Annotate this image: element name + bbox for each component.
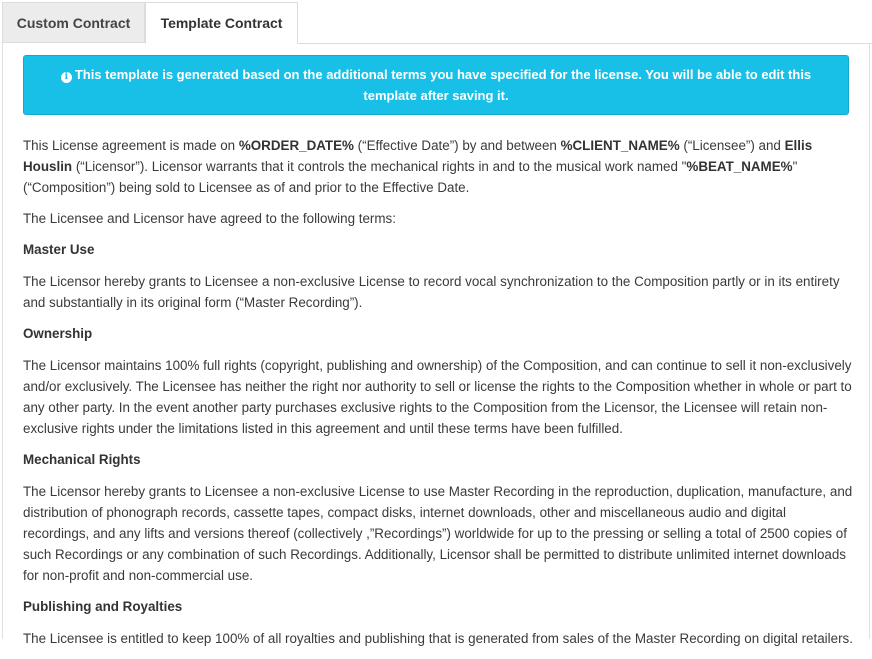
tab-custom-contract[interactable]: Custom Contract [2, 2, 145, 43]
contract-content [23, 135, 853, 659]
info-alert [23, 55, 849, 115]
tab-divider [298, 43, 872, 44]
section-heading-publishing-royalties: Publishing and Royalties [23, 599, 183, 614]
licensor-name: Ellis Houslin [23, 138, 813, 174]
section-heading-ownership: Ownership [23, 326, 93, 341]
section-text-publishing-royalties: The Licensee is entitled to keep 100% of all royalties and publishing that is generated from sales of the Master Recording on digital retailers. [23, 631, 853, 646]
contract-tabs [0, 0, 872, 44]
info-alert-text: This template is generated based on the additional terms you have specified for the license. You will be able to edit this template after saving it. [74, 67, 812, 103]
beat-name-placeholder: %BEAT_NAME% [686, 159, 793, 174]
section-text-ownership: The Licensor maintains 100% full rights (copyright, publishing and ownership) of the Composition, and can continue to sell it non-exclusively and/or exclusively. The Licensee has neither the right nor authority to sell or license the rights to the Composition whether in whole or part to any other party. In the event another party purchases exclusive rights to the Composition from the Licensor, the Licensee will retain non-exclusive rights under the limitations listed in this agreement and until these terms have been fulfilled. [23, 358, 852, 436]
info-circle-icon: i [61, 72, 72, 83]
contract-terms-intro: The Licensee and Licensor have agreed to the following terms: [23, 211, 396, 226]
section-text-master-use: The Licensor hereby grants to Licensee a non-exclusive License to record vocal synchronization to the Composition partly or in its entirety and substantially in its original form (“Master Recording”). [23, 274, 840, 310]
section-heading-master-use: Master Use [23, 242, 95, 257]
panel-border-left [2, 43, 3, 639]
section-text-mechanical-rights: The Licensor hereby grants to Licensee a non-exclusive License to use Master Recording in the reproduction, duplication, manufacture, and distribution of phonograph records, cassette tapes, compact disks, internet downloads, other and miscellaneous audio and digital recordings, and any lifts and versions thereof (collectively ,”Recordings”) worldwide for up to the pressing or selling a total of 2500 copies of such Recordings or any combination of such Recordings. Additionally, Licensor shall be permitted to distribute unlimited internet downloads for non-profit and non-commercial use. [23, 484, 853, 583]
section-heading-mechanical-rights: Mechanical Rights [23, 452, 141, 467]
panel-border-right [869, 43, 870, 639]
client-name-placeholder: %CLIENT_NAME% [560, 138, 680, 153]
contract-intro: This License agreement is made on %ORDER_DATE% (“Effective Date”) by and between %CLIENT_NAME% (“Licensee”) and Ellis Houslin (“Licensor”). Licensor warrants that it controls the mechanical rights in and to the musical work named "%BEAT_NAME%" (“Composition”) being sold to Licensee as of and prior to the Effective Date. [23, 138, 813, 195]
tab-template-contract[interactable]: Template Contract [145, 2, 298, 44]
order-date-placeholder: %ORDER_DATE% [238, 138, 354, 153]
